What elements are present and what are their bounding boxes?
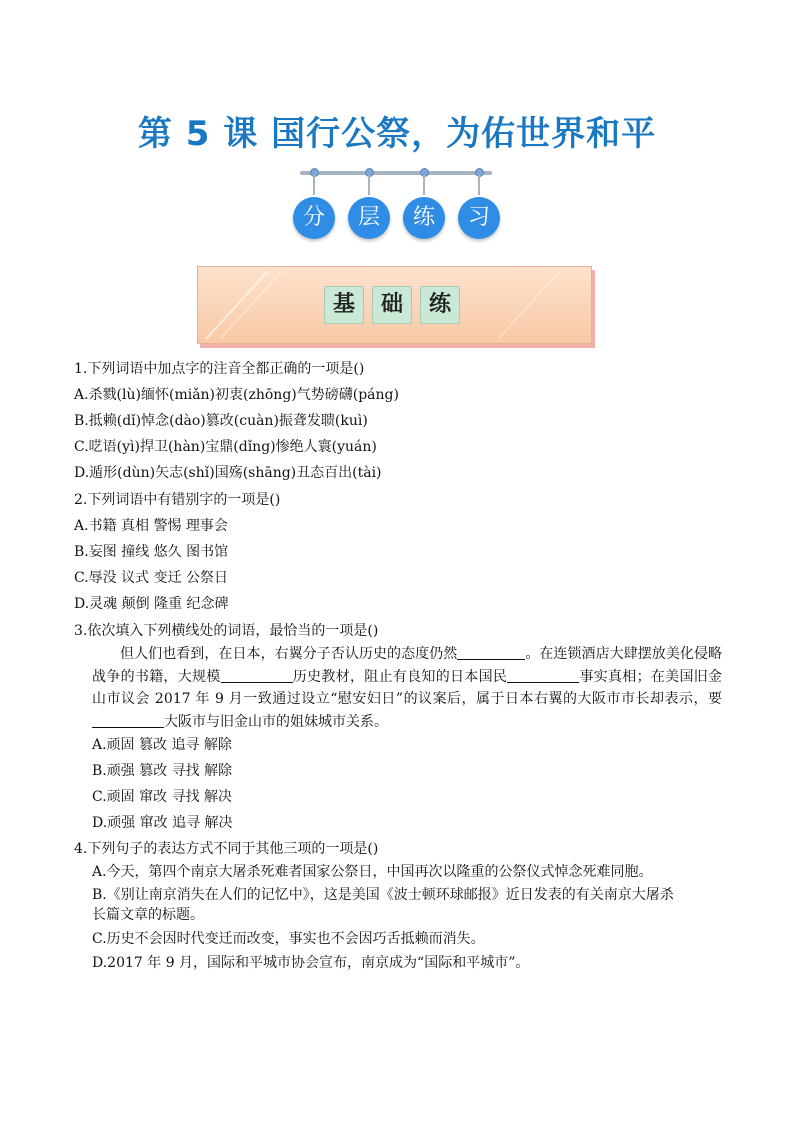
q3-blank-3 xyxy=(507,668,579,683)
q3-stem: 3.依次填入下列横线处的词语，最恰当的一项是() xyxy=(74,623,379,639)
q3-passage-part-2: 。在连锁酒店大肆摆放美化侵略战争的书籍，大规模 xyxy=(92,646,722,685)
q3-passage-part-1: 但人们也看到，在日本，右翼分子否认历史的态度仍然 xyxy=(120,646,458,662)
q2-option-c: C.辱没 议式 变迁 公祭日 xyxy=(74,570,229,586)
q3-passage-part-3: 历史教材，阻止有良知的日本国民 xyxy=(292,668,508,685)
q3-passage-part-5: 大阪市与旧金山市的姐妹城市关系。 xyxy=(164,713,388,730)
rail-stem xyxy=(368,175,370,195)
badge-rail xyxy=(300,171,492,175)
rail-stem xyxy=(478,175,480,195)
q3-blank-4 xyxy=(92,713,164,728)
lesson-title: 第 5 课 国行公祭，为佑世界和平 xyxy=(137,114,657,154)
q3-blank-2 xyxy=(221,668,293,683)
q4-stem: 4.下列句子的表达方式不同于其他三项的一项是() xyxy=(74,841,379,857)
q3-passage xyxy=(92,643,722,733)
section-tile-ji: 基 xyxy=(324,286,364,324)
badge-fen: 分 xyxy=(293,197,335,239)
q3-blank-1 xyxy=(457,645,525,660)
badge-ceng: 层 xyxy=(348,197,390,239)
q3-option-b: B.顽强 篡改 寻找 解除 xyxy=(92,763,233,779)
q2-option-d: D.灵魂 颠倒 隆重 纪念碑 xyxy=(74,596,229,612)
q2-stem: 2.下列词语中有错别字的一项是() xyxy=(74,492,281,508)
q3-option-a: A.顽固 篡改 追寻 解除 xyxy=(92,737,232,753)
q4-option-b-line-1: B.《别让南京消失在人们的记忆中》，这是美国《波士顿环球邮报》近日发表的有关南京大屠杀 xyxy=(92,887,674,903)
q1-option-c: C.呓语(yì)捍卫(hàn)宝鼎(dǐng)惨绝人寰(yuán) xyxy=(74,439,377,455)
q2-option-a: A.书籍 真相 警惕 理事会 xyxy=(74,518,228,534)
q1-option-b: B.抵赖(dǐ)悼念(dào)篡改(cuàn)振聋发聩(kuì) xyxy=(74,413,368,429)
q4-option-c: C.历史不会因时代变迁而改变，事实也不会因巧舌抵赖而消失。 xyxy=(92,931,485,947)
badge-xi: 习 xyxy=(458,197,500,239)
badge-lian: 练 xyxy=(403,197,445,239)
q3-option-c: C.顽固 窜改 寻找 解决 xyxy=(92,789,233,805)
q3-passage-part-4: 事实真相；在美国旧金山市议会 2017 年 9 月一致通过设立“慰安妇日”的议案后，属于日本右翼的大阪市市长却表示，要 xyxy=(92,668,723,707)
q4-option-a: A.今天，第四个南京大屠杀死难者国家公祭日，中国再次以隆重的公祭仪式悼念死难同胞。 xyxy=(92,864,653,880)
rail-stem xyxy=(423,175,425,195)
q1-option-d: D.遁形(dùn)矢志(shǐ)国殇(shāng)丑态百出(tài) xyxy=(74,465,382,481)
q3-option-d: D.顽强 窜改 追寻 解决 xyxy=(92,815,233,831)
q4-option-d: D.2017 年 9 月，国际和平城市协会宣布，南京成为“国际和平城市”。 xyxy=(92,955,530,971)
q2-option-b: B.妄图 撞线 悠久 图书馆 xyxy=(74,544,229,560)
q1-option-a: A.杀戮(lù)缅怀(miǎn)初衷(zhōng)气势磅礴(páng) xyxy=(74,387,399,403)
section-tile-lian: 练 xyxy=(420,286,460,324)
q4-option-b-line-2: 长篇文章的标题。 xyxy=(92,907,204,923)
q1-stem: 1.下列词语中加点字的注音全都正确的一项是() xyxy=(74,361,365,377)
section-tile-chu: 础 xyxy=(372,286,412,324)
rail-stem xyxy=(313,175,315,195)
